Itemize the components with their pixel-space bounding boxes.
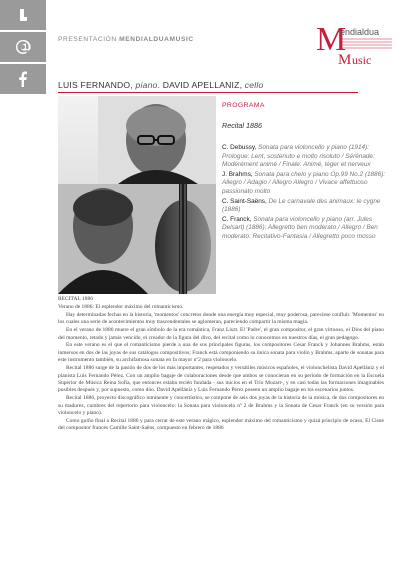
home-button[interactable] bbox=[0, 0, 46, 30]
header-brand: MENDIALDUAMUSIC bbox=[119, 36, 194, 43]
program-work bbox=[222, 216, 392, 242]
work-description: Sonata para violoncello y piano (1914): Prologue: Lent, sostenuto e molto risoluto / Sérénade: Modérément animé / Finale: Animé, léger et nerveux bbox=[222, 144, 375, 169]
program-heading: PROGRAMA bbox=[222, 102, 265, 109]
logo-line2: usic bbox=[352, 53, 372, 67]
logo-line1: endialdua bbox=[340, 27, 380, 37]
social-sidebar bbox=[0, 0, 46, 96]
mendialdua-logo[interactable] bbox=[314, 18, 394, 72]
work-composer: C. Saint-Saëns, bbox=[222, 197, 269, 205]
body-paragraph: En el verano de 1886 muere el gran símbolo de la era romántica, Franz Liszt. El 'Padre', el gran compositor, el gran virtuoso, el Dios del piano del momento, retado y jamás vencido, el creador de la figura del divo, del recital como lo conocemos en nuestros días, el gran pedagogo. bbox=[58, 327, 384, 341]
body-paragraph: Recital 1886 surge de la pasión de dos de los más importantes, respetados y versátiles músicos españoles, el violonchelista David Apellániz y el pianista Luis Fernando Pérez. Con un amplio bagaje de colaboraciones desde que ambos se conocieran en su periodo de formación en la Escuela Superior de Música Reina Sofía, que entonces estaba recién fundada - sus inicios en el Trío Mozart-, y en casi todas las formaciones imaginables posibles después y, por supuesto, como dúo. David Apellániz y Luis Fernando Pérez poseen un amplio bagaje en los escenarios juntos. bbox=[58, 365, 384, 394]
at-icon bbox=[15, 39, 31, 55]
photo-illustration bbox=[58, 96, 216, 294]
work-description: Sonata para violoncello y piano (arr. Jules Delsart) (1886): Allegretto ben moderato / Allegro / Ben moderato: Recitativo-Fantasia / Allegretto poco mosso bbox=[222, 215, 378, 240]
performer1-name: LUIS FERNANDO, bbox=[58, 80, 136, 90]
logo-mark-icon bbox=[314, 18, 394, 72]
header-prefix: PRESENTACIÓN bbox=[58, 36, 120, 43]
header-line bbox=[58, 36, 194, 43]
performer2-name: . DAVID APELLANIZ, bbox=[157, 80, 245, 90]
works-list bbox=[222, 144, 392, 242]
facebook-icon bbox=[15, 71, 31, 87]
performers-photo bbox=[58, 96, 216, 294]
work-composer: J. Brahms, bbox=[222, 170, 255, 178]
body-paragraph: Verano de 1886: El esplendor máximo del romanticismo. bbox=[58, 303, 184, 310]
article-body bbox=[58, 296, 384, 433]
body-paragraph: Como guiño final a Recital 1886 y para cerrar de este verano mágico, esplendor máximo del romanticismo y quizá principio de ocaso, El Cisne del compositor francés Camille Saint-Saëns, compuesto en febrero de 1886 bbox=[58, 418, 384, 432]
performer1-role: piano bbox=[135, 80, 158, 90]
facebook-button[interactable] bbox=[0, 64, 46, 94]
body-paragraph: RECITAL 1886 bbox=[58, 296, 93, 302]
program-work bbox=[222, 171, 392, 197]
house-icon bbox=[15, 7, 31, 23]
program-column bbox=[222, 102, 392, 243]
email-button[interactable] bbox=[0, 32, 46, 62]
work-composer: C. Franck, bbox=[222, 215, 254, 223]
work-description: Sonata para chelo y piano Op.99 No.2 (1886): Allegro / Adagio / Allegro Allegro / Vivace affettuoso passionato molto bbox=[222, 170, 386, 195]
performer2-role: cello bbox=[244, 80, 264, 90]
body-paragraph: Hay determinadas fechas en la historia, 'momentos' concretos donde una energía muy especial, muy poderosa, parecíese confluir. 'Momentos' en los cuales una serie de acontecimientos muy trascendentales se aglomeran, parecíendo compartir la misma magia. bbox=[58, 311, 384, 326]
program-work bbox=[222, 198, 392, 215]
recital-title: Recital 1886 bbox=[222, 121, 262, 130]
work-composer: C. Debussy, bbox=[222, 144, 259, 151]
svg-text:M: M bbox=[316, 21, 347, 58]
program-work bbox=[222, 144, 392, 170]
title-divider bbox=[58, 92, 358, 93]
body-paragraph: Recital 1886, proyecto discográfico inminente y concertístico, se compone de seis dos joyas de la historia de la música, de dos compositores en su madurez, cumbres del repertorio para violoncelo: la Sonata para violoncelo nº 2 de Brahms y la Sonata de Cesar Franck (en su versión para violoncelo y piano). bbox=[58, 395, 384, 417]
body-paragraph: En este verano es el que el romanticismo pierde a una de sus principales figuras, los compositores Cesar Franck y Johannes Brahms, están inmersos en dos de las joyas de sus catálogos compositivos; Franck está componiendo su única sonata para violín y Brahms, aparte de sonatas para este instrumento también, su archifamosa sonata en fa mayor nº2 para violoncelo. bbox=[58, 342, 384, 364]
performers-title bbox=[58, 80, 358, 90]
work-description: De Le carnavale des animaux: le cygne (1886) bbox=[222, 197, 381, 214]
svg-text:M: M bbox=[338, 52, 352, 68]
